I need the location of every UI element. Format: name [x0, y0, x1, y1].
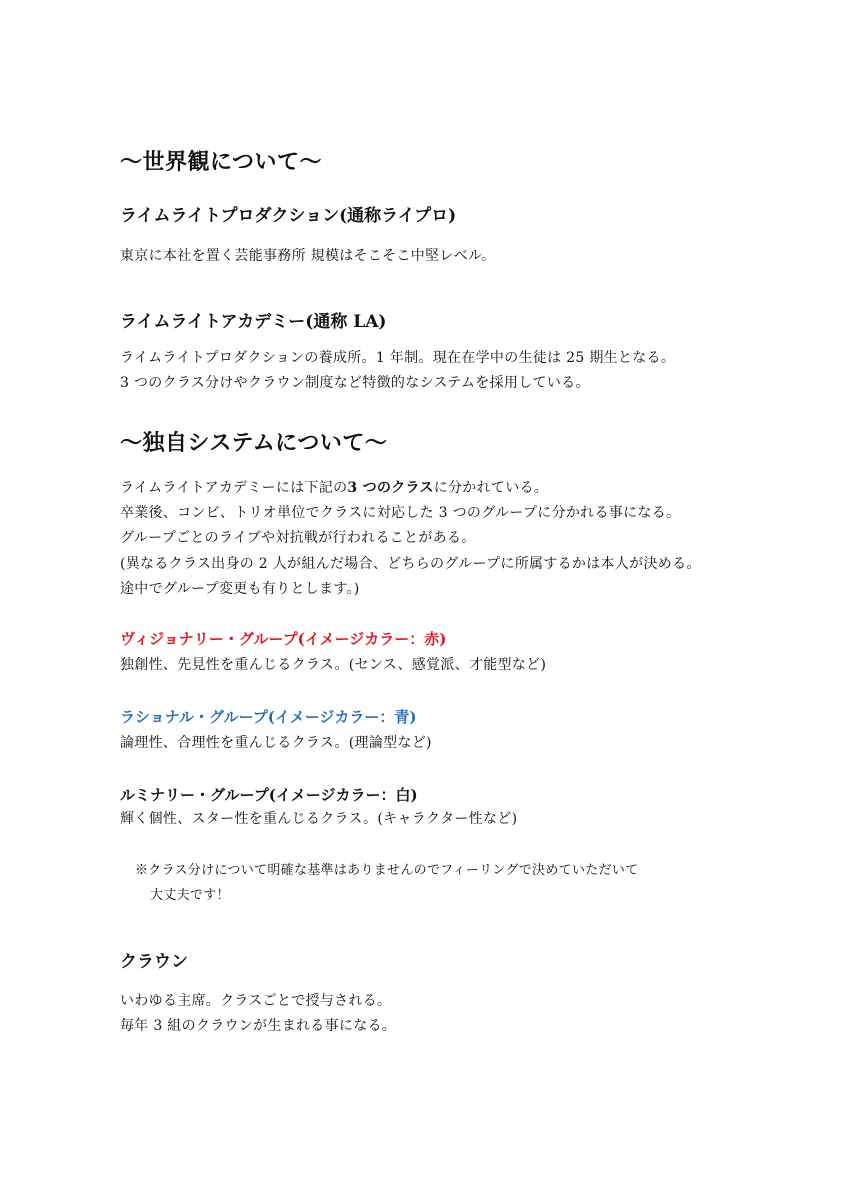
group-rational-title: ラショナル・グループ(イメージカラー：青) — [120, 708, 417, 726]
crown-line-2: 毎年 3 組のクラウンが生まれる事になる。 — [120, 1018, 397, 1034]
system-intro-pre: ライムライトアカデミーには下記の — [120, 480, 348, 496]
academy-desc-line-2: 3 つのクラス分けやクラウン制度など特徴的なシステムを採用している。 — [120, 375, 590, 391]
class-note-line-2: 大丈夫です！ — [150, 888, 230, 903]
system-intro — [120, 480, 548, 497]
system-line-4: 途中でグループ変更も有りとします。) — [120, 581, 360, 597]
system-line-3: (異なるクラス出身の 2 人が組んだ場合、どちらのグループに所属するかは本人が決める。 — [120, 556, 701, 572]
academy-desc-line-1: ライムライトプロダクションの養成所。1 年制。現在在学中の生徒は 25 期生となる。 — [120, 350, 676, 366]
academy-title: ライムライトアカデミー(通称 LA) — [120, 312, 387, 332]
group-luminary-title: ルミナリー・グループ(イメージカラー：白) — [120, 786, 418, 804]
class-note-line-1: ※クラス分けについて明確な基準はありませんのでフィーリングで決めていただいて — [135, 863, 639, 878]
group-rational-desc: 論理性、合理性を重んじるクラス。(理論型など) — [120, 735, 432, 751]
group-visionary-title: ヴィジョナリー・グループ(イメージカラー：赤) — [120, 630, 447, 648]
crown-title: クラウン — [120, 952, 188, 972]
system-intro-bold: 3 つのクラス — [347, 480, 434, 496]
system-intro-post: に分かれている。 — [433, 480, 549, 496]
system-line-1: 卒業後、コンビ、トリオ単位でクラスに対応した 3 つのグループに分かれる事になる。 — [120, 505, 681, 521]
group-luminary-desc: 輝く個性、スター性を重んじるクラス。(キャラクター性など) — [120, 811, 518, 827]
group-visionary-desc: 独創性、先見性を重んじるクラス。(センス、感覚派、才能型など) — [120, 657, 547, 673]
production-title: ライムライトプロダクション(通称ライプロ) — [120, 206, 457, 226]
system-line-2: グループごとのライブや対抗戦が行われることがある。 — [120, 530, 476, 546]
worldview-heading: 〜世界観について〜 — [120, 149, 323, 175]
production-desc: 東京に本社を置く芸能事務所 規模はそこそこ中堅レベル。 — [120, 248, 496, 264]
system-heading: 〜独自システムについて〜 — [120, 430, 388, 456]
crown-line-1: いわゆる主席。クラスごとで授与される。 — [120, 993, 392, 1009]
